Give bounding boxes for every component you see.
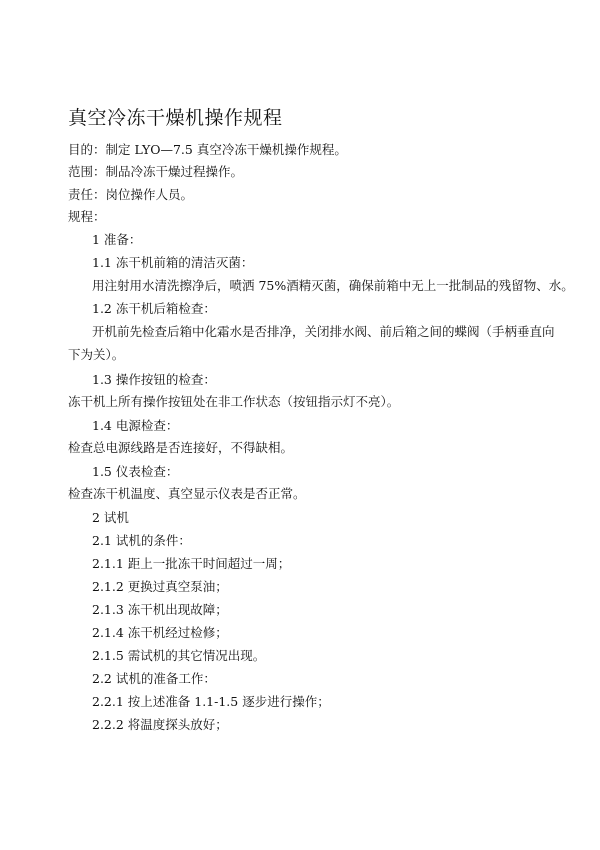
list-item-2-1-3: 2.1.3 冻干机出现故障； xyxy=(92,602,228,617)
scope-line: 范围：制品冷冻干燥过程操作。 xyxy=(68,164,244,179)
list-item-2-2-1: 2.2.1 按上述准备 1.1-1.5 逐步进行操作； xyxy=(92,694,330,709)
page-title: 真空冷冻干燥机操作规程 xyxy=(68,107,283,129)
subsection-heading-2-2: 2.2 试机的准备工作： xyxy=(92,671,216,686)
subsection-heading-1-2: 1.2 冻干机后箱检查： xyxy=(92,301,216,316)
procedure-heading: 规程： xyxy=(68,209,106,224)
paragraph-1-2-line1: 开机前先检查后箱中化霜水是否排净，关闭排水阀、前后箱之间的蝶阀（手柄垂直向 xyxy=(92,324,555,339)
paragraph-1-2-line2: 下为关）。 xyxy=(68,347,125,362)
paragraph-1-1: 用注射用水清洗擦净后，喷洒 75%酒精灭菌，确保前箱中无上一批制品的残留物、水。 xyxy=(92,278,574,293)
subsection-heading-1-5: 1.5 仪表检查： xyxy=(92,464,179,479)
subsection-heading-1-1: 1.1 冻干机前箱的清洁灭菌： xyxy=(92,255,254,270)
list-item-2-2-2: 2.2.2 将温度探头放好； xyxy=(92,717,228,732)
paragraph-1-5: 检查冻干机温度、真空显示仪表是否正常。 xyxy=(68,486,306,501)
purpose-line: 目的：制定 LYO—7.5 真空冷冻干燥机操作规程。 xyxy=(68,142,347,157)
paragraph-1-4: 检查总电源线路是否连接好，不得缺相。 xyxy=(68,440,294,455)
list-item-2-1-5: 2.1.5 需试机的其它情况出现。 xyxy=(92,648,266,663)
list-item-2-1-4: 2.1.4 冻干机经过检修； xyxy=(92,625,228,640)
list-item-2-1-2: 2.1.2 更换过真空泵油； xyxy=(92,579,228,594)
subsection-heading-1-4: 1.4 电源检查： xyxy=(92,418,179,433)
paragraph-1-3: 冻干机上所有操作按钮处在非工作状态（按钮指示灯不亮）。 xyxy=(68,394,400,409)
section-heading-1: 1 准备： xyxy=(92,232,142,247)
subsection-heading-2-1: 2.1 试机的条件： xyxy=(92,533,191,548)
list-item-2-1-1: 2.1.1 距上一批冻干时间超过一周； xyxy=(92,556,291,571)
subsection-heading-1-3: 1.3 操作按钮的检查： xyxy=(92,372,216,387)
responsibility-line: 责任：岗位操作人员。 xyxy=(68,187,194,202)
section-heading-2: 2 试机 xyxy=(92,510,129,525)
